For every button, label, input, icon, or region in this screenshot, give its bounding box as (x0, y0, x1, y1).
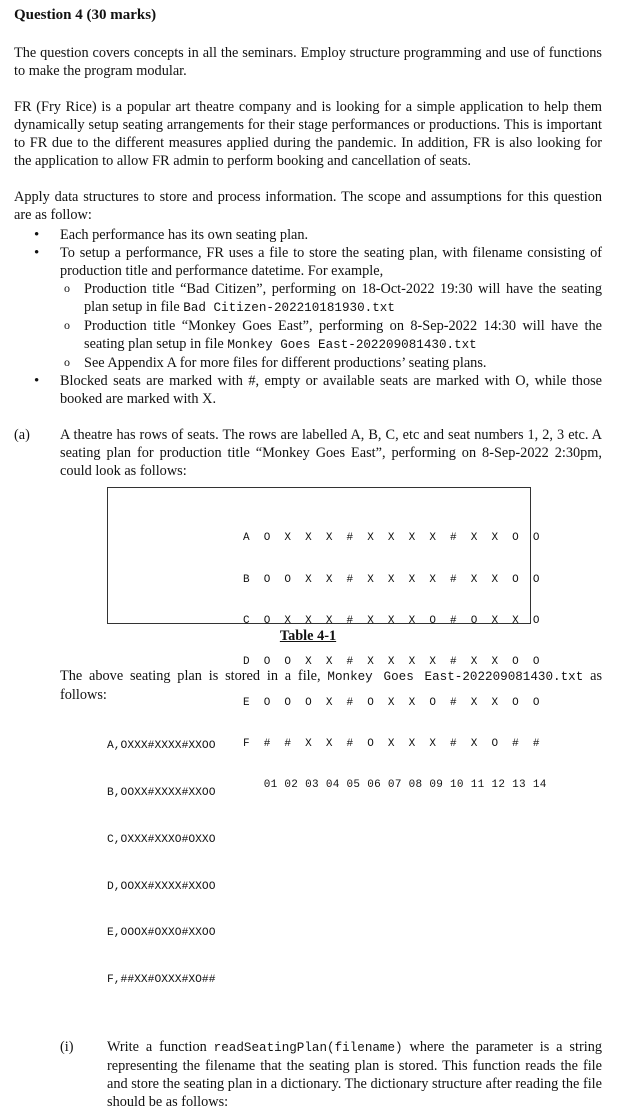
part-a-text: A theatre has rows of seats. The rows are labelled A, B, C, etc and seat numbers 1, 2, 3 etc. A seating plan for production title “Monkey Goes East”, performing on 8-Sep-2022 2:30pm, could look as follows: (60, 427, 602, 479)
file-line: A,OXXX#XXXX#XXOO (107, 740, 216, 753)
assumptions-list (14, 226, 602, 408)
part-a (14, 426, 602, 480)
file-line: F,##XX#OXXX#XO## (107, 974, 216, 987)
question-page (14, 6, 602, 1111)
seat-row: E O O O X # O X X O # X X O O (243, 696, 540, 709)
list-item: o Production title “Monkey Goes East”, performing on 8-Sep-2022 14:30 will have the seating plan setup in file Monkey Goes East-202209081430.txt (60, 317, 602, 354)
table-caption: Table 4-1 (279, 628, 337, 644)
assumptions-intro: Apply data structures to store and process information. The scope and assumptions for this question are as follow: (14, 189, 602, 223)
list-item: • Each performance has its own seating plan. (14, 226, 602, 244)
seat-row: C O X X X # X X X O # O X X O (243, 614, 540, 627)
filename-text: Monkey Goes East-202209081430.txt (327, 670, 584, 684)
seat-row: A O X X X # X X X X # X X O O (243, 532, 540, 545)
part-i: (i) Write a function readSeatingPlan(filename) where the parameter is a string representing the filename that the seating plan is stored. This function reads the file and store the seating plan in a dictionary. The dictionary structure after reading the file should be as follows: (60, 1038, 602, 1110)
stored-file-paragraph: The above seating plan is stored in a file, Monkey Goes East-202209081430.txt as follows: (60, 668, 603, 703)
file-line: D,OOXX#XXXX#XXOO (107, 880, 216, 893)
example-list (60, 280, 602, 372)
list-item: o See Appendix A for more files for different productions’ seating plans. (60, 354, 602, 372)
function-signature: readSeatingPlan(filename) (213, 1040, 403, 1055)
filename-text: Monkey Goes East-202209081430.txt (227, 338, 477, 352)
part-a-label: (a) (14, 427, 30, 443)
background-paragraph: FR (Fry Rice) is a popular art theatre company and is looking for a simple application to help them dynamically setup seating arrangements for their stage performances or productions. This is important to FR due to the different measures applied during the pandemic. In addition, FR is also looking for the application to allow FR admin to perform booking and cancellation of seats. (14, 99, 602, 169)
seat-row: D O O X X # X X X X # X X O O (243, 655, 540, 668)
file-line: C,OXXX#XXXO#OXXO (107, 833, 216, 846)
part-i-label: (i) (60, 1038, 74, 1055)
list-item: • To setup a performance, FR uses a file to store the seating plan, with filename consisting of production title and performance datetime. For example, o Production title “Bad Citizen”, performing on 18-Oct-2022 19:30 will have the seating plan setup in file Bad Citizen-202210181930.txt o Production title “Monkey Goes East”, performing on 8-Sep-2022 14:30 will have the seating plan setup in file Monkey Goes East-202209081430.txt o See Appendix A for more files for different productions’ seating plans. (14, 244, 602, 372)
file-line: E,OOOX#OXXO#XXOO (107, 927, 216, 940)
list-item: • Blocked seats are marked with #, empty or available seats are marked with O, while those booked are marked with X. (14, 372, 602, 408)
filename-text: Bad Citizen-202210181930.txt (183, 301, 395, 315)
assumptions-section (14, 188, 602, 408)
seat-numbers-row: 01 02 03 04 05 06 07 08 09 10 11 12 13 14 (243, 779, 547, 792)
seat-row: F # # X X # O X X X # X O # # (243, 737, 540, 750)
intro-paragraph: The question covers concepts in all the seminars. Employ structure programming and use of functions to make the program modular. (14, 45, 602, 79)
question-title: Question 4 (30 marks) (14, 7, 157, 23)
seat-row: B O O X X # X X X X # X X O O (243, 573, 540, 586)
seating-grid (243, 505, 547, 820)
file-line: B,OOXX#XXXX#XXOO (107, 786, 216, 799)
list-item: o Production title “Bad Citizen”, performing on 18-Oct-2022 19:30 will have the seating plan setup in file Bad Citizen-202210181930.txt (60, 280, 602, 317)
